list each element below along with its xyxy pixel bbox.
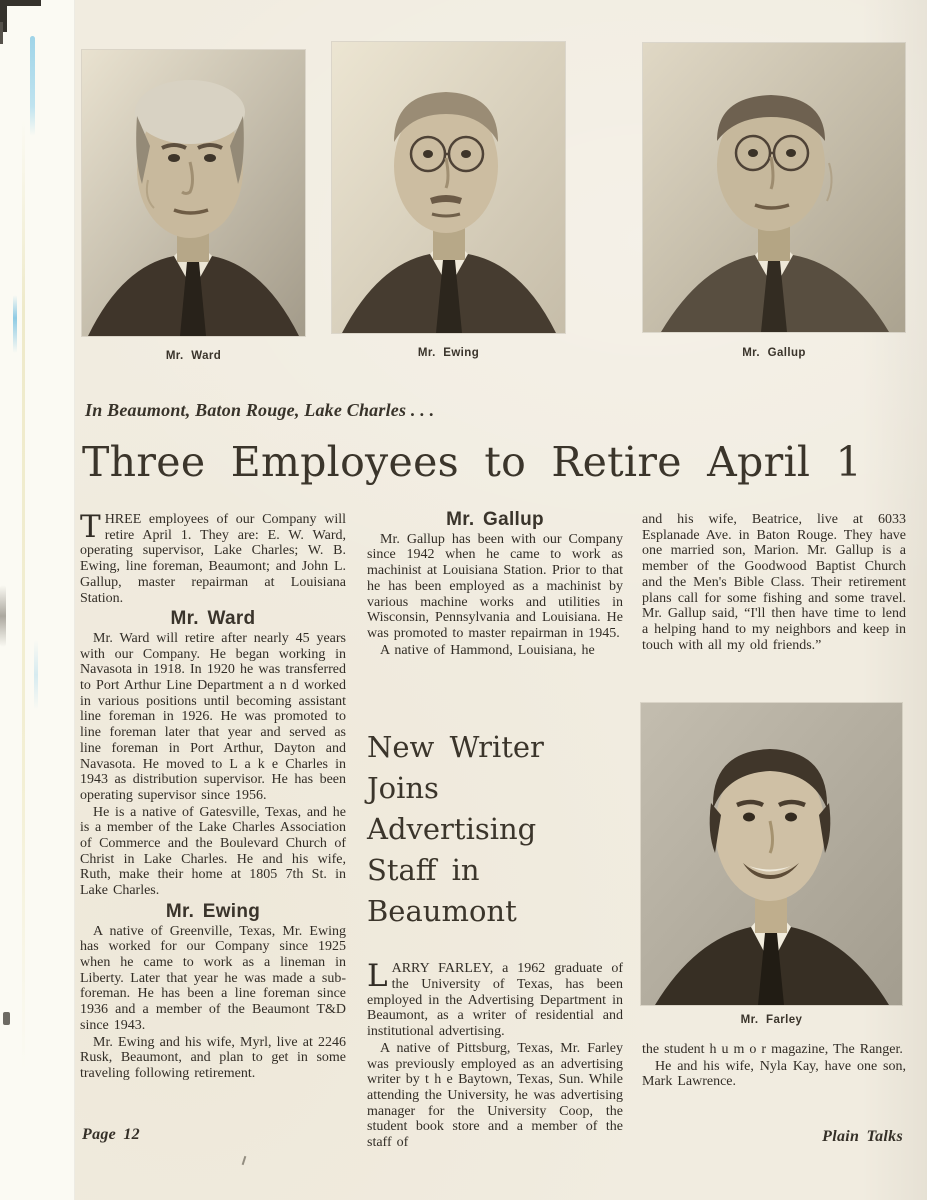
secondary-headline-line-1: New Writer: [367, 730, 544, 765]
photo-caption-ewing: Mr. Ewing: [417, 347, 480, 359]
footer-publication-name: Plain Talks: [822, 1128, 903, 1145]
secondary-headline: [367, 727, 623, 932]
portrait-ward-illustration: [82, 50, 305, 336]
portrait-gallup-photo: [643, 43, 905, 332]
column-2: [367, 509, 623, 1152]
secondary-headline-line-3: Staff in Beaumont: [367, 853, 517, 929]
scan-gray-smudge: [0, 585, 6, 647]
drop-cap-l: L: [367, 958, 388, 995]
retire-intro-text: HREE employees of our Company will retire April 1. They are: E. W. Ward, operating supervisor, Lake Charles; W. B. Ewing, line foreman, Beaumont; and John L. Gallup, master repairman at Louisiana Station.: [80, 512, 346, 606]
scan-edge-line: [0, 22, 3, 44]
portrait-farley-photo: [641, 703, 902, 1005]
scan-ink-dash: [3, 1012, 10, 1025]
farley-continuation-paragraph-2: He and his wife, Nyla Kay, have one son, Mark Lawrence.: [642, 1058, 906, 1090]
portrait-farley-illustration: [641, 703, 902, 1005]
kicker-line: In Beaumont, Baton Rouge, Lake Charles . . .: [85, 400, 435, 420]
secondary-headline-line-2: Joins Advertising: [367, 771, 537, 847]
gallup-paragraph-1: Mr. Gallup has been with our Company since 1942 when he came to work as machinist at Louisiana Station. Prior to that he has been employed as a machinist by various machine works and utilities in Wisconsin, Pennsylvania and Louisiana. He was promoted to master repairman in 1945.: [367, 531, 623, 641]
ewing-paragraph-2: Mr. Ewing and his wife, Myrl, live at 2246 Rusk, Beaumont, and plan to get in some traveling following retirement.: [80, 1034, 346, 1081]
section-heading-ewing: Mr. Ewing: [165, 900, 261, 922]
ewing-paragraph-1: A native of Greenville, Texas, Mr. Ewing has worked for our Company since 1925 when he came to work as a lineman in Liberty. Later that year he was made a sub-foreman. He has been a line foreman since 1936 and a member of the Beaumont T&D since 1943.: [80, 923, 346, 1033]
farley-paragraph-2: A native of Pittsburg, Texas, Mr. Farley was previously employed as an advertising writer by t h e Baytown, Texas, Sun. While attending the University, he was advertising manager for the University Coop, the student book store and a member of the staff of: [367, 1040, 623, 1151]
retire-intro-paragraph: [80, 509, 346, 606]
drop-cap-t: T: [80, 509, 101, 545]
gallup-paragraph-2: A native of Hammond, Louisiana, he: [380, 642, 595, 658]
portrait-gallup-illustration: [643, 43, 905, 332]
scan-tick-mark: [242, 1156, 247, 1165]
main-headline: Three Employees to Retire April 1: [82, 438, 863, 486]
farley-intro-paragraph: [367, 958, 623, 1040]
portrait-ewing-photo: [332, 42, 565, 333]
gallup-continuation-paragraph: and his wife, Beatrice, live at 6033 Esplanade Ave. in Baton Rouge. They have one married son, Marion. Mr. Gallup is a member of the Goodwood Baptist Church and the Men's Bible Class. Their retirement plans call for some fishing and some travel. Mr. Gallup said, “I'll then have time to lend a helping hand to my neighbors and keep in touch with all my old friends.”: [642, 512, 906, 653]
portrait-ward-photo: [82, 50, 305, 336]
binding-edge-strip: [0, 0, 75, 1200]
scan-yellow-streak: [22, 120, 25, 1070]
photo-caption-gallup: Mr. Gallup: [742, 347, 806, 359]
section-heading-ward: Mr. Ward: [170, 608, 256, 630]
scan-blue-streak: [13, 295, 17, 353]
column-1: [80, 509, 346, 1083]
farley-continuation-paragraph-1: the student h u m o r magazine, The Ranger.: [642, 1042, 903, 1057]
photo-caption-farley: Mr. Farley: [740, 1014, 803, 1026]
ward-paragraph-1: Mr. Ward will retire after nearly 45 years with our Company. He began working in Navasota in 1918. In 1920 he was transferred to Port Arthur Line Department a n d worked in various positions until becoming assistant line foreman in 1926. He was promoted to line foreman later that year and served as line foreman in Port Arthur, Dayton and Navasota. He moved to L a k e Charles in 1943 as distribution supervisor. He has been operating supervisor since 1956.: [80, 630, 346, 803]
scan-corner-mark: [0, 0, 41, 32]
ward-paragraph-2: He is a native of Gatesville, Texas, and he is a member of the Lake Charles Association of Commerce and the Boulevard Church of Christ in Lake Charles. He and his wife, Ruth, make their home at 1805 7th St. in Lake Charles.: [80, 804, 346, 899]
scan-blue-streak: [30, 36, 35, 136]
column-3-top: [642, 512, 906, 654]
portrait-ewing-illustration: [332, 42, 565, 333]
column-3-bottom: [642, 1042, 906, 1091]
farley-intro-text: ARRY FARLEY, a 1962 graduate of the University of Texas, has been employed in the Advertising Department in Beaumont, as a writer of residential and institutional advertising.: [367, 961, 623, 1040]
footer-page-number: Page 12: [82, 1126, 140, 1143]
section-heading-gallup: Mr. Gallup: [446, 509, 544, 530]
photo-caption-ward: Mr. Ward: [165, 350, 222, 362]
scan-blue-streak: [34, 640, 38, 710]
